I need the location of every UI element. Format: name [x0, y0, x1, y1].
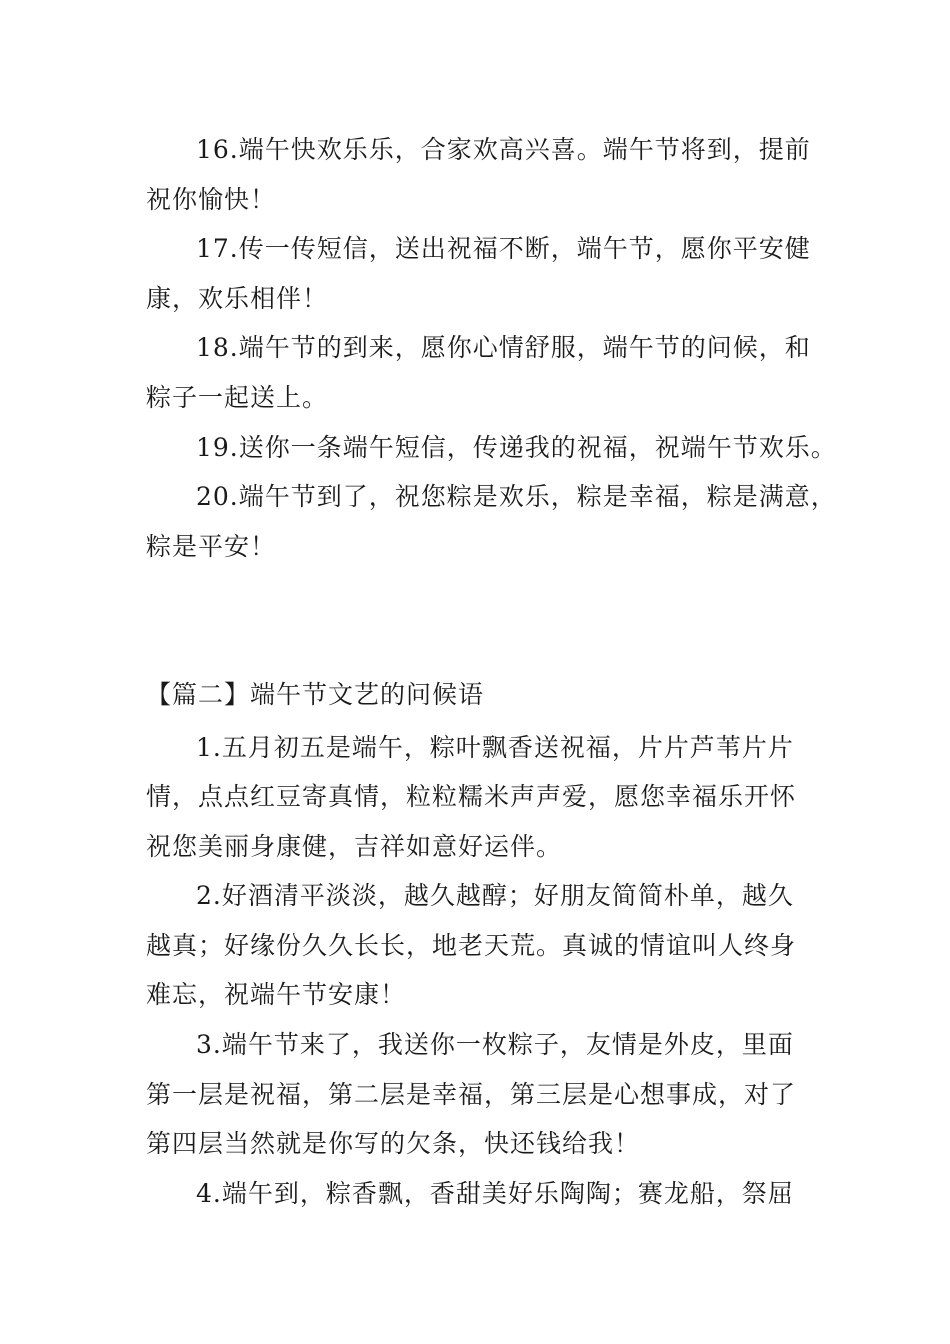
list-item-20	[196, 481, 837, 513]
list-item-3	[196, 1029, 794, 1061]
list-item-16	[196, 134, 811, 166]
item-number: 2.	[196, 881, 222, 910]
item-number: 18.	[196, 333, 239, 362]
list-item-4	[196, 1178, 794, 1210]
list-item-20-continued: 粽是平安！	[146, 532, 277, 561]
item-text: 端午节来了，我送你一枚粽子，友情是外皮，里面	[221, 1030, 794, 1059]
list-item-16-continued: 祝你愉快！	[146, 185, 277, 214]
list-item-18	[196, 332, 811, 364]
list-item-17	[196, 233, 811, 265]
item-text: 好酒清平淡淡，越久越醇；好朋友简简朴单，越久	[221, 881, 794, 910]
item-text: 端午节到了，祝您粽是欢乐，粽是幸福，粽是满意，	[238, 482, 837, 511]
list-item-18-continued: 粽子一起送上。	[146, 383, 329, 412]
item-number: 3.	[196, 1030, 222, 1059]
list-item-1	[196, 732, 794, 764]
list-item-2	[196, 880, 794, 912]
list-item-2-continued: 难忘，祝端午节安康！	[146, 980, 407, 1009]
section-heading: 【篇二】端午节文艺的问候语	[146, 680, 485, 709]
item-number: 17.	[196, 234, 239, 263]
item-number: 1.	[196, 733, 222, 762]
list-item-1-continued: 情，点点红豆寄真情，粒粒糯米声声爱，愿您幸福乐开怀	[146, 782, 797, 811]
item-number: 20.	[196, 482, 239, 511]
item-text: 传一传短信，送出祝福不断，端午节，愿你平安健	[238, 234, 811, 263]
item-text: 端午到，粽香飘，香甜美好乐陶陶；赛龙船，祭屈	[221, 1179, 794, 1208]
list-item-19	[196, 432, 837, 464]
item-number: 4.	[196, 1179, 222, 1208]
list-item-2-continued: 越真；好缘份久久长长，地老天荒。真诚的情谊叫人终身	[146, 931, 797, 960]
item-number: 16.	[196, 135, 239, 164]
list-item-1-continued: 祝您美丽身康健，吉祥如意好运伴。	[146, 832, 563, 861]
list-item-3-continued: 第一层是祝福，第二层是幸福，第三层是心想事成，对了	[146, 1080, 797, 1109]
item-text: 送你一条端午短信，传递我的祝福，祝端午节欢乐。	[238, 433, 837, 462]
list-item-3-continued: 第四层当然就是你写的欠条，快还钱给我！	[146, 1129, 641, 1158]
item-number: 19.	[196, 433, 239, 462]
item-text: 五月初五是端午，粽叶飘香送祝福，片片芦苇片片	[221, 733, 794, 762]
item-text: 端午节的到来，愿你心情舒服，端午节的问候，和	[238, 333, 811, 362]
item-text: 端午快欢乐乐，合家欢高兴喜。端午节将到，提前	[238, 135, 811, 164]
list-item-17-continued: 康，欢乐相伴！	[146, 284, 329, 313]
